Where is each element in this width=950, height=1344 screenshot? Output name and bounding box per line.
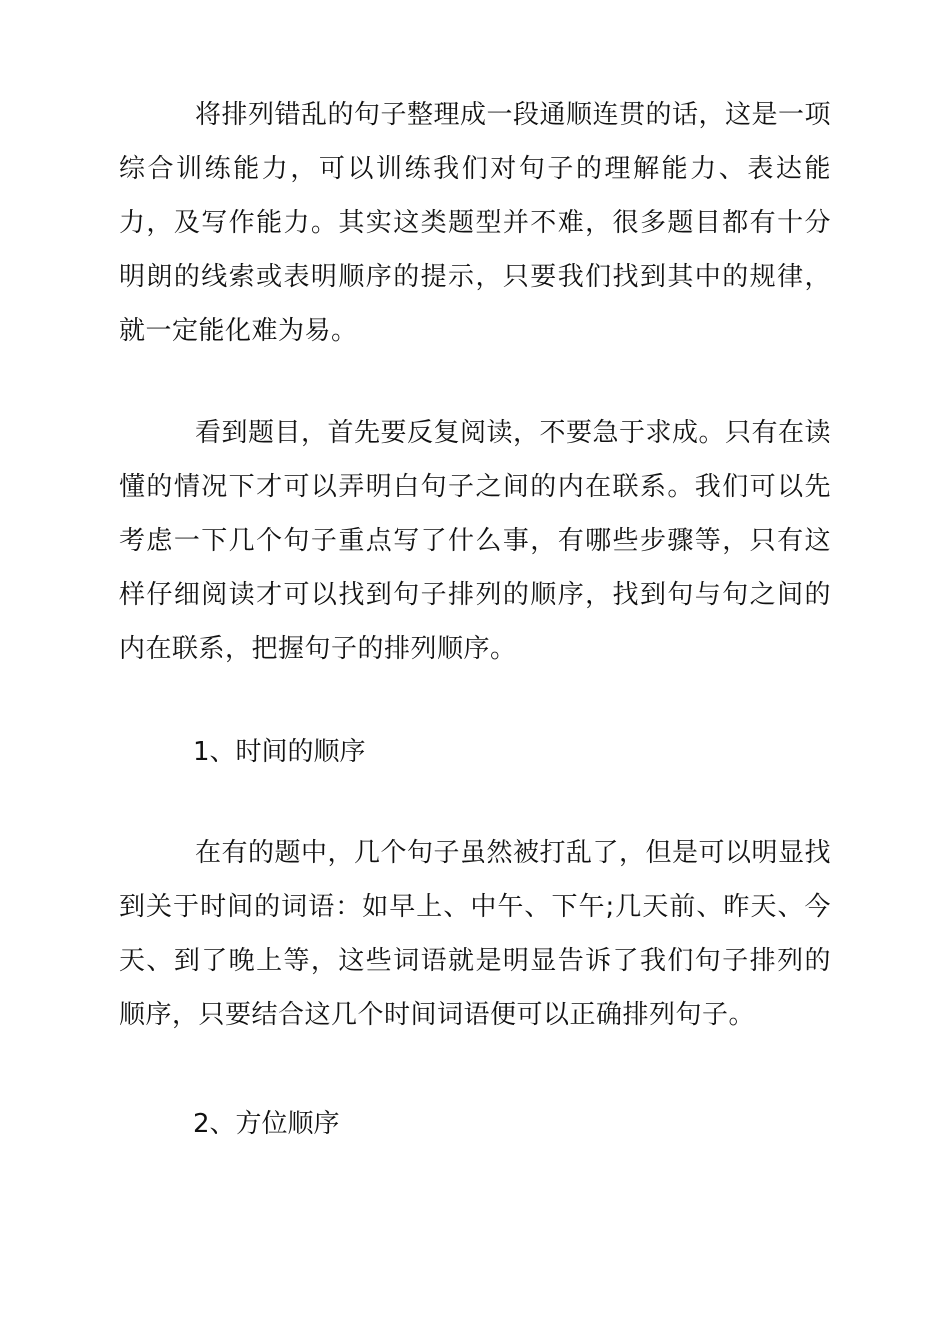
section-heading-direction-order: 2、方位顺序 [193,1109,340,1139]
paragraph-text: 将排列错乱的句子整理成一段通顺连贯的话，这是一项综合训练能力，可以训练我们对句子的理解能力、表达能力，及写作能力。其实这类题型并不难，很多题目都有十分明朗的线索或表明顺序的提示，只要我们找到其中的规律，就一定能化难为易。 [119,100,832,346]
section-heading-time-order: 1、时间的顺序 [193,737,366,767]
paragraph-text: 看到题目，首先要反复阅读，不要急于求成。只有在读懂的情况下才可以弄明白句子之间的内在联系。我们可以先考虑一下几个句子重点写了什么事，有哪些步骤等，只有这样仔细阅读才可以找到句子排列的顺序，找到句与句之间的内在联系，把握句子的排列顺序。 [119,418,832,664]
body-paragraph [119,826,831,1042]
paragraph-text: 在有的题中，几个句子虽然被打乱了，但是可以明显找到关于时间的词语：如早上、中午、下午;几天前、昨天、今天、到了晚上等，这些词语就是明显告诉了我们句子排列的顺序，只要结合这几个时间词语便可以正确排列句子。 [119,838,832,1030]
body-paragraph [119,88,831,358]
body-paragraph [119,406,831,676]
